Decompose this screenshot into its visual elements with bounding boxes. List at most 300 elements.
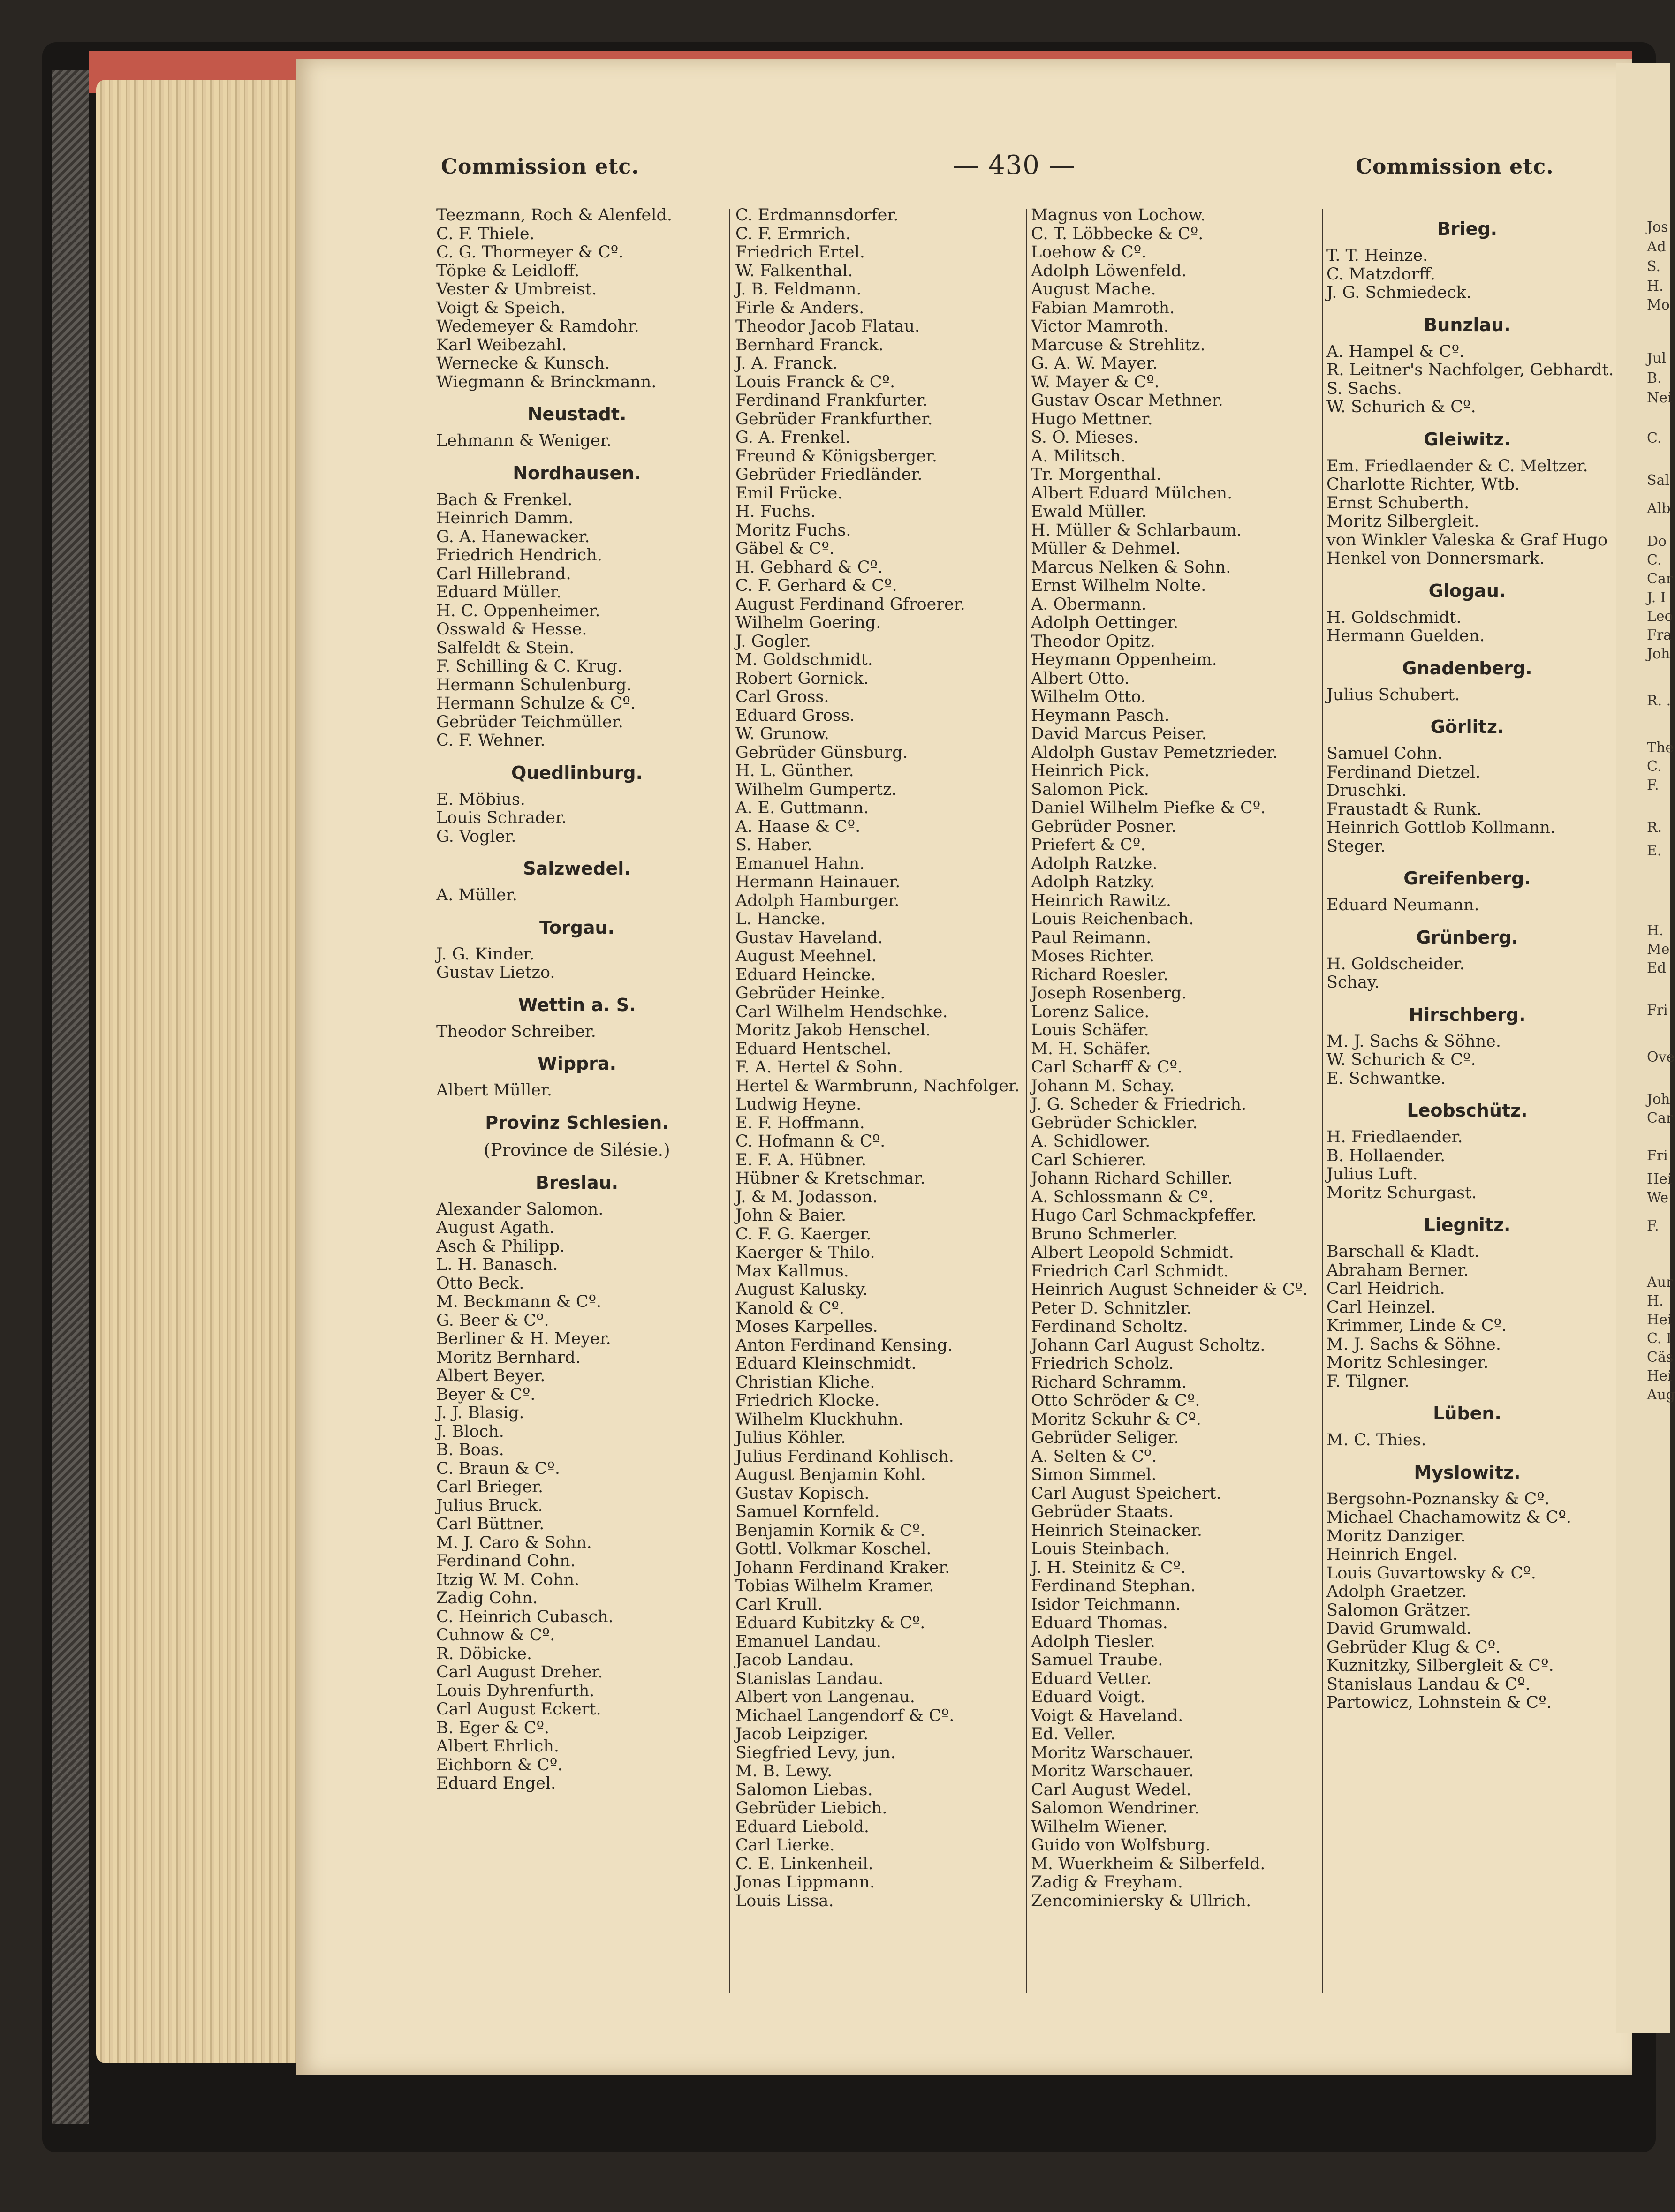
firm-entry: August Agath. bbox=[436, 1218, 555, 1237]
firm-entry: Eduard Neumann. bbox=[1326, 896, 1479, 914]
firm-entry: Samuel Cohn. bbox=[1326, 744, 1443, 763]
running-header-left: Commission etc. bbox=[441, 155, 639, 179]
firm-entry: Emanuel Landau. bbox=[735, 1632, 882, 1651]
firm-entry: A. Müller. bbox=[436, 886, 518, 905]
firm-entry: Moritz Bernhard. bbox=[436, 1348, 581, 1367]
firm-entry: Theodor Jacob Flatau. bbox=[735, 317, 920, 336]
firm-entry: H. Goldschmidt. bbox=[1326, 608, 1462, 627]
firm-entry: H. Müller & Schlarbaum. bbox=[1031, 521, 1242, 540]
firm-entry: Gottl. Volkmar Koschel. bbox=[735, 1540, 932, 1558]
firm-entry: Louis Schäfer. bbox=[1031, 1021, 1149, 1040]
city-heading: Gnadenberg. bbox=[1402, 657, 1532, 679]
firm-entry: Eduard Thomas. bbox=[1031, 1614, 1168, 1632]
firm-entry: A. Militsch. bbox=[1031, 446, 1126, 466]
firm-entry: Julius Köhler. bbox=[735, 1428, 846, 1447]
next-page-fragment: H. bbox=[1647, 278, 1664, 294]
firm-entry: A. Obermann. bbox=[1031, 595, 1147, 614]
firm-entry: M. Beckmann & Cº. bbox=[436, 1292, 602, 1311]
firm-entry: E. Schwantke. bbox=[1326, 1069, 1446, 1088]
firm-entry: Stanislas Landau. bbox=[735, 1669, 884, 1688]
next-page-fragment: Jul bbox=[1647, 350, 1666, 367]
firm-entry: Wiegmann & Brinckmann. bbox=[436, 372, 657, 392]
firm-entry: Gebrüder Schickler. bbox=[1031, 1113, 1198, 1132]
firm-entry: Abraham Berner. bbox=[1326, 1261, 1469, 1280]
firm-entry: Stanislaus Landau & Cº. bbox=[1326, 1675, 1531, 1694]
firm-entry: Zadig Cohn. bbox=[436, 1589, 538, 1608]
firm-entry: Hermann Schulze & Cº. bbox=[436, 694, 636, 713]
next-page-fragment: R. . bbox=[1647, 693, 1671, 709]
firm-entry: Albert Eduard Mülchen. bbox=[1031, 483, 1233, 503]
firm-entry: Carl Heidrich. bbox=[1326, 1279, 1445, 1298]
firm-entry: Wilhelm Gumpertz. bbox=[735, 780, 897, 799]
city-heading: Gleiwitz. bbox=[1424, 429, 1511, 450]
firm-entry: Eduard Engel. bbox=[436, 1774, 556, 1793]
city-heading: Myslowitz. bbox=[1414, 1462, 1521, 1483]
firm-entry: Heinrich Engel. bbox=[1326, 1545, 1458, 1564]
firm-entry: Schay. bbox=[1326, 973, 1380, 992]
firm-entry: M. J. Sachs & Söhne. bbox=[1326, 1335, 1501, 1354]
firm-entry: Ernst Schuberth. bbox=[1326, 493, 1470, 513]
firm-entry: Johann Carl August Scholtz. bbox=[1031, 1336, 1266, 1355]
next-page-fragment: C. bbox=[1647, 430, 1662, 446]
firm-entry: Julius Schubert. bbox=[1326, 685, 1460, 704]
firm-entry: Berliner & H. Meyer. bbox=[436, 1329, 611, 1348]
firm-entry: Heymann Pasch. bbox=[1031, 706, 1170, 725]
firm-entry: Friedrich Hendrich. bbox=[436, 546, 602, 565]
next-page-fragment: Joh bbox=[1647, 1091, 1670, 1108]
firm-entry: Itzig W. M. Cohn. bbox=[436, 1570, 580, 1589]
firm-entry: Eduard Kubitzky & Cº. bbox=[735, 1614, 925, 1632]
firm-entry: Jacob Landau. bbox=[735, 1651, 854, 1669]
firm-entry: David Marcus Peiser. bbox=[1031, 725, 1207, 743]
city-heading: Torgau. bbox=[539, 917, 615, 938]
firm-entry: H. Friedlaender. bbox=[1326, 1128, 1463, 1147]
firm-entry: August Meehnel. bbox=[735, 947, 877, 966]
firm-entry: Bergsohn-Poznansky & Cº. bbox=[1326, 1489, 1550, 1509]
firm-entry: Ewald Müller. bbox=[1031, 502, 1147, 521]
firm-entry: Steger. bbox=[1326, 837, 1386, 856]
firm-entry: Heinrich Rawitz. bbox=[1031, 891, 1171, 910]
firm-entry: Ernst Wilhelm Nolte. bbox=[1031, 576, 1206, 595]
firm-entry: E. F. A. Hübner. bbox=[735, 1150, 867, 1170]
firm-entry: Moritz Schlesinger. bbox=[1326, 1353, 1489, 1372]
firm-entry: Carl Heinzel. bbox=[1326, 1298, 1436, 1317]
firm-entry: Carl Krull. bbox=[735, 1595, 823, 1614]
firm-entry: M. H. Schäfer. bbox=[1031, 1039, 1151, 1058]
firm-entry: M. C. Thies. bbox=[1326, 1431, 1426, 1450]
firm-entry: J. G. Scheder & Friedrich. bbox=[1031, 1095, 1247, 1114]
firm-entry: Paul Reimann. bbox=[1031, 928, 1152, 947]
firm-entry: F. A. Hertel & Sohn. bbox=[735, 1058, 903, 1077]
firm-entry: Salomon Grätzer. bbox=[1326, 1600, 1471, 1620]
next-page-fragment: Me bbox=[1647, 941, 1670, 958]
firm-entry: Gebrüder Teichmüller. bbox=[436, 712, 623, 732]
firm-entry: S. Haber. bbox=[735, 836, 812, 854]
city-heading: Liegnitz. bbox=[1424, 1215, 1511, 1235]
firm-entry: L. H. Banasch. bbox=[436, 1255, 558, 1274]
city-heading: Glogau. bbox=[1428, 580, 1506, 601]
firm-entry: E. F. Hoffmann. bbox=[735, 1113, 865, 1132]
firm-entry: M. B. Lewy. bbox=[735, 1762, 833, 1781]
firm-entry: Adolph Ratzky. bbox=[1031, 873, 1155, 891]
firm-entry: Louis Lissa. bbox=[735, 1891, 834, 1910]
firm-entry: Salfeldt & Stein. bbox=[436, 638, 575, 657]
firm-entry: J. G. Kinder. bbox=[436, 944, 535, 964]
firm-entry: Ludwig Heyne. bbox=[735, 1095, 862, 1114]
firm-entry: Gustav Haveland. bbox=[735, 928, 883, 947]
firm-entry: B. Boas. bbox=[436, 1441, 504, 1459]
firm-entry: H. C. Oppenheimer. bbox=[436, 601, 600, 620]
firm-entry: Gebrüder Liebich. bbox=[735, 1799, 887, 1818]
firm-entry: von Winkler Valeska & Graf Hugo bbox=[1326, 530, 1608, 550]
firm-entry: Carl Scharff & Cº. bbox=[1031, 1058, 1183, 1077]
firm-entry: Bach & Frenkel. bbox=[436, 490, 573, 509]
next-page-fragment: Nei bbox=[1647, 390, 1672, 406]
firm-entry: Carl August Dreher. bbox=[436, 1663, 603, 1682]
next-page-fragment: Jos bbox=[1647, 219, 1668, 235]
firm-entry: Joseph Rosenberg. bbox=[1031, 984, 1187, 1003]
firm-entry: Friedrich Klocke. bbox=[735, 1391, 880, 1410]
listing-column-2 bbox=[735, 206, 1026, 1910]
firm-entry: M. Goldschmidt. bbox=[735, 650, 873, 669]
firm-entry: John & Baier. bbox=[735, 1206, 847, 1225]
firm-entry: Eduard Kleinschmidt. bbox=[735, 1354, 917, 1373]
firm-entry: C. F. G. Kaerger. bbox=[735, 1224, 872, 1244]
firm-entry: Freund & Königsberger. bbox=[735, 446, 937, 466]
firm-entry: Bruno Schmerler. bbox=[1031, 1224, 1178, 1244]
next-page-fragment: Aur bbox=[1647, 1274, 1673, 1291]
firm-entry: Lehmann & Weniger. bbox=[436, 431, 612, 450]
firm-entry: Vester & Umbreist. bbox=[436, 280, 597, 299]
firm-entry: Richard Schramm. bbox=[1031, 1373, 1187, 1392]
firm-entry: Johann Richard Schiller. bbox=[1031, 1169, 1233, 1188]
next-page-fragment: Ed bbox=[1647, 960, 1667, 976]
firm-entry: Gebrüder Klug & Cº. bbox=[1326, 1638, 1501, 1657]
firm-entry: Carl August Eckert. bbox=[436, 1700, 601, 1719]
next-page-fragment: Alb bbox=[1647, 500, 1671, 517]
next-page-fragment: Car bbox=[1647, 571, 1673, 587]
firm-entry: M. J. Sachs & Söhne. bbox=[1326, 1032, 1501, 1051]
firm-entry: Karl Weibezahl. bbox=[436, 335, 567, 355]
firm-entry: C. G. Thormeyer & Cº. bbox=[436, 243, 624, 262]
firm-entry: Johann M. Schay. bbox=[1031, 1076, 1175, 1095]
firm-entry: Eduard Müller. bbox=[436, 583, 562, 602]
firm-entry: C. F. Wehner. bbox=[436, 731, 546, 750]
firm-entry: Hertel & Warmbrunn, Nachfolger. bbox=[735, 1076, 1020, 1095]
firm-entry: A. Selten & Cº. bbox=[1031, 1447, 1157, 1466]
listing-column-4 bbox=[1326, 206, 1614, 1713]
firm-entry: Adolph Hamburger. bbox=[735, 891, 900, 910]
firm-entry: Moritz Schurgast. bbox=[1326, 1183, 1477, 1202]
firm-entry: Siegfried Levy, jun. bbox=[735, 1743, 896, 1762]
firm-entry: J. Gogler. bbox=[735, 632, 811, 651]
firm-entry: Henkel von Donnersmark. bbox=[1326, 549, 1545, 568]
firm-entry: J. H. Steinitz & Cº. bbox=[1031, 1558, 1186, 1577]
firm-entry: A. Hampel & Cº. bbox=[1326, 342, 1465, 361]
firm-entry: Voigt & Haveland. bbox=[1031, 1706, 1183, 1725]
city-heading: Breslau. bbox=[535, 1172, 619, 1193]
next-page-fragment: R. bbox=[1647, 819, 1662, 836]
firm-entry: Wilhelm Wiener. bbox=[1031, 1817, 1168, 1836]
firm-entry: Gustav Oscar Methner. bbox=[1031, 391, 1223, 410]
firm-entry: Heinrich Steinacker. bbox=[1031, 1521, 1203, 1540]
next-page-fragment: Sal bbox=[1647, 472, 1670, 489]
next-page-fragment: Fri bbox=[1647, 1002, 1668, 1019]
city-heading: Nordhausen. bbox=[513, 462, 641, 483]
firm-entry: Salomon Liebas. bbox=[735, 1780, 873, 1799]
next-page-fragment: C. bbox=[1647, 758, 1662, 775]
next-page-fragment: Hei bbox=[1647, 1312, 1672, 1328]
firm-entry: Ferdinand Dietzel. bbox=[1326, 762, 1481, 782]
firm-entry: Asch & Philipp. bbox=[436, 1237, 565, 1256]
firm-entry: Louis Franck & Cº. bbox=[735, 372, 895, 392]
next-page-fragment: E. bbox=[1647, 843, 1662, 859]
firm-entry: Gebrüder Seliger. bbox=[1031, 1428, 1179, 1447]
firm-entry: Eduard Vetter. bbox=[1031, 1669, 1152, 1688]
firm-entry: Heinrich August Schneider & Cº. bbox=[1031, 1280, 1308, 1299]
firm-entry: Magnus von Lochow. bbox=[1031, 206, 1206, 225]
firm-entry: Louis Steinbach. bbox=[1031, 1540, 1170, 1558]
city-heading: Salzwedel. bbox=[523, 858, 631, 879]
firm-entry: Wilhelm Goering. bbox=[735, 613, 881, 632]
firm-entry: Carl Gross. bbox=[735, 687, 829, 706]
firm-entry: Carl Brieger. bbox=[436, 1478, 544, 1496]
firm-entry: Aldolph Gustav Pemetzrieder. bbox=[1031, 743, 1278, 762]
adjacent-page-edge bbox=[1616, 63, 1675, 2033]
region-subtitle: (Province de Silésie.) bbox=[484, 1140, 670, 1160]
city-heading: Lüben. bbox=[1433, 1403, 1501, 1424]
city-heading: Bunzlau. bbox=[1424, 314, 1511, 335]
firm-entry: F. Schilling & C. Krug. bbox=[436, 657, 623, 676]
firm-entry: Gäbel & Cº. bbox=[735, 539, 834, 558]
firm-entry: Jacob Leipziger. bbox=[735, 1725, 869, 1744]
firm-entry: J. Bloch. bbox=[436, 1422, 504, 1441]
firm-entry: Carl August Speichert. bbox=[1031, 1484, 1221, 1503]
firm-entry: Albert Ehrlich. bbox=[436, 1737, 559, 1756]
firm-entry: Gebrüder Staats. bbox=[1031, 1502, 1174, 1521]
firm-entry: C. Hofmann & Cº. bbox=[735, 1132, 886, 1151]
firm-entry: Firle & Anders. bbox=[735, 298, 864, 317]
city-heading: Quedlinburg. bbox=[511, 762, 643, 783]
firm-entry: Carl Büttner. bbox=[436, 1515, 545, 1533]
firm-entry: Heinrich Damm. bbox=[436, 509, 574, 528]
firm-entry: Zadig & Freyham. bbox=[1031, 1873, 1183, 1892]
firm-entry: Eduard Gross. bbox=[735, 706, 855, 725]
firm-entry: Ferdinand Frankfurter. bbox=[735, 391, 928, 410]
next-page-fragment: H. bbox=[1647, 922, 1664, 939]
next-page-fragment: Hei bbox=[1647, 1368, 1672, 1384]
firm-entry: Heinrich Gottlob Kollmann. bbox=[1326, 818, 1556, 837]
firm-entry: Jonas Lippmann. bbox=[735, 1873, 875, 1892]
firm-entry: Cuhnow & Cº. bbox=[436, 1626, 555, 1645]
firm-entry: Hübner & Kretschmar. bbox=[735, 1169, 925, 1188]
firm-entry: Eduard Heincke. bbox=[735, 965, 876, 984]
firm-entry: Fraustadt & Runk. bbox=[1326, 800, 1482, 819]
next-page-fragment: Hei bbox=[1647, 1171, 1672, 1187]
firm-entry: Julius Ferdinand Kohlisch. bbox=[735, 1447, 954, 1466]
firm-entry: E. Möbius. bbox=[436, 790, 525, 809]
firm-entry: Emanuel Hahn. bbox=[735, 854, 865, 873]
firm-entry: Theodor Opitz. bbox=[1031, 632, 1155, 651]
firm-entry: Gebrüder Heinke. bbox=[735, 984, 886, 1003]
firm-entry: Simon Simmel. bbox=[1031, 1465, 1157, 1484]
firm-entry: Zencominiersky & Ullrich. bbox=[1031, 1891, 1251, 1910]
next-page-fragment: C. I bbox=[1647, 1330, 1672, 1347]
firm-entry: Müller & Dehmel. bbox=[1031, 539, 1181, 558]
next-page-fragment: We bbox=[1647, 1190, 1669, 1206]
firm-entry: Otto Schröder & Cº. bbox=[1031, 1391, 1200, 1410]
firm-entry: R. Leitner's Nachfolger, Gebhardt. bbox=[1326, 361, 1614, 379]
firm-entry: Charlotte Richter, Wtb. bbox=[1326, 475, 1520, 494]
firm-entry: Peter D. Schnitzler. bbox=[1031, 1299, 1192, 1318]
firm-entry: L. Hancke. bbox=[735, 910, 826, 929]
firm-entry: Krimmer, Linde & Cº. bbox=[1326, 1316, 1507, 1335]
firm-entry: Gebrüder Frankfurther. bbox=[735, 409, 933, 429]
city-heading: Grünberg. bbox=[1416, 927, 1518, 948]
firm-entry: Adolph Tiesler. bbox=[1031, 1632, 1156, 1651]
firm-entry: Moritz Silbergleit. bbox=[1326, 512, 1479, 531]
firm-entry: Wedemeyer & Ramdohr. bbox=[436, 317, 639, 336]
firm-entry: Julius Luft. bbox=[1326, 1165, 1418, 1184]
firm-entry: Carl Lierke. bbox=[735, 1836, 835, 1855]
next-page-fragment: Fra bbox=[1647, 627, 1672, 643]
firm-entry: Daniel Wilhelm Piefke & Cº. bbox=[1031, 799, 1266, 817]
firm-entry: Christian Kliche. bbox=[735, 1373, 875, 1392]
next-page-fragment: H. bbox=[1647, 1293, 1664, 1309]
firm-entry: Eichborn & Cº. bbox=[436, 1755, 563, 1774]
firm-entry: Ed. Veller. bbox=[1031, 1725, 1116, 1744]
firm-entry: Loehow & Cº. bbox=[1031, 243, 1147, 262]
firm-entry: Adolph Ratzke. bbox=[1031, 854, 1158, 873]
firm-entry: Barschall & Kladt. bbox=[1326, 1242, 1479, 1261]
next-page-fragment: S. bbox=[1647, 258, 1661, 275]
firm-entry: Wernecke & Kunsch. bbox=[436, 354, 610, 373]
firm-entry: Benjamin Kornik & Cº. bbox=[735, 1521, 925, 1540]
firm-entry: Moritz Jakob Henschel. bbox=[735, 1021, 931, 1040]
firm-entry: Hugo Mettner. bbox=[1031, 409, 1153, 429]
firm-entry: Moritz Sckuhr & Cº. bbox=[1031, 1410, 1201, 1429]
firm-entry: Louis Schrader. bbox=[436, 808, 567, 827]
firm-entry: Teezmann, Roch & Alenfeld. bbox=[436, 206, 672, 225]
firm-entry: C. E. Linkenheil. bbox=[735, 1854, 873, 1873]
firm-entry: Eduard Voigt. bbox=[1031, 1688, 1145, 1706]
city-heading: Neustadt. bbox=[527, 404, 627, 424]
firm-entry: M. Wuerkheim & Silberfeld. bbox=[1031, 1854, 1266, 1873]
firm-entry: A. Schidlower. bbox=[1031, 1132, 1151, 1151]
firm-entry: Albert Müller. bbox=[436, 1081, 552, 1100]
next-page-fragment: Leo bbox=[1647, 608, 1673, 625]
firm-entry: Albert Otto. bbox=[1031, 669, 1129, 688]
firm-entry: T. T. Heinze. bbox=[1326, 246, 1428, 265]
firm-entry: Guido von Wolfsburg. bbox=[1031, 1836, 1211, 1855]
firm-entry: Hermann Schulenburg. bbox=[436, 675, 632, 695]
firm-entry: C. F. Ermrich. bbox=[735, 224, 851, 243]
firm-entry: Adolph Löwenfeld. bbox=[1031, 261, 1187, 280]
firm-entry: Alexander Salomon. bbox=[436, 1200, 604, 1219]
firm-entry: Gustav Lietzo. bbox=[436, 963, 555, 982]
firm-entry: Friedrich Scholz. bbox=[1031, 1354, 1174, 1373]
firm-entry: Johann Ferdinand Kraker. bbox=[735, 1558, 950, 1577]
next-page-fragment: Cäs bbox=[1647, 1349, 1674, 1366]
firm-entry: Lorenz Salice. bbox=[1031, 1002, 1150, 1021]
firm-entry: Louis Guvartowsky & Cº. bbox=[1326, 1563, 1536, 1583]
next-page-fragment: Aug bbox=[1647, 1387, 1675, 1403]
firm-entry: J. G. Schmiedeck. bbox=[1326, 283, 1471, 302]
next-page-fragment: Mo bbox=[1647, 297, 1670, 313]
city-heading: Greifenberg. bbox=[1403, 868, 1531, 889]
page-number: — 430 — bbox=[953, 150, 1076, 181]
firm-entry: Eduard Liebold. bbox=[735, 1817, 869, 1836]
firm-entry: G. A. Hanewacker. bbox=[436, 527, 590, 546]
next-page-fragment: B. bbox=[1647, 370, 1662, 386]
firm-entry: Michael Chachamowitz & Cº. bbox=[1326, 1508, 1571, 1527]
city-heading: Provinz Schlesien. bbox=[485, 1112, 669, 1133]
firm-entry: Osswald & Hesse. bbox=[436, 620, 587, 639]
next-page-fragment: J. I bbox=[1647, 589, 1666, 606]
firm-entry: F. Tilgner. bbox=[1326, 1372, 1410, 1391]
firm-entry: Gebrüder Posner. bbox=[1031, 817, 1176, 836]
firm-entry: Albert von Langenau. bbox=[735, 1688, 915, 1706]
firm-entry: Salomon Wendriner. bbox=[1031, 1799, 1200, 1818]
firm-entry: W. Mayer & Cº. bbox=[1031, 372, 1160, 392]
next-page-fragment: Do bbox=[1647, 533, 1667, 550]
firm-entry: Samuel Traube. bbox=[1031, 1651, 1163, 1669]
next-page-fragment: Car bbox=[1647, 1110, 1673, 1126]
firm-entry: Tobias Wilhelm Kramer. bbox=[735, 1577, 934, 1595]
firm-entry: Voigt & Speich. bbox=[436, 298, 566, 317]
firm-entry: B. Eger & Cº. bbox=[436, 1718, 550, 1737]
firm-entry: Anton Ferdinand Kensing. bbox=[735, 1336, 953, 1355]
firm-entry: J. A. Franck. bbox=[735, 354, 838, 373]
firm-entry: Moses Richter. bbox=[1031, 947, 1155, 966]
city-heading: Brieg. bbox=[1437, 219, 1498, 239]
firm-entry: S. O. Mieses. bbox=[1031, 428, 1139, 447]
next-page-fragment: Fri bbox=[1647, 1148, 1668, 1164]
firm-entry: Adolph Graetzer. bbox=[1326, 1582, 1467, 1601]
firm-entry: Eduard Hentschel. bbox=[735, 1039, 892, 1058]
firm-entry: W. Schurich & Cº. bbox=[1326, 398, 1476, 416]
firm-entry: Ferdinand Scholtz. bbox=[1031, 1317, 1188, 1336]
firm-entry: Samuel Kornfeld. bbox=[735, 1502, 880, 1521]
firm-entry: Heinrich Pick. bbox=[1031, 762, 1150, 780]
next-page-fragment: C. bbox=[1647, 552, 1662, 568]
firm-entry: Louis Dyhrenfurth. bbox=[436, 1681, 595, 1700]
firm-entry: Gebrüder Friedländer. bbox=[735, 465, 923, 484]
firm-entry: Partowicz, Lohnstein & Cº. bbox=[1326, 1693, 1552, 1712]
firm-entry: H. L. Günther. bbox=[735, 762, 854, 780]
firm-entry: Richard Roesler. bbox=[1031, 965, 1168, 984]
next-page-fragment: Ad bbox=[1647, 239, 1666, 255]
firm-entry: W. Falkenthal. bbox=[735, 261, 853, 280]
firm-entry: Salomon Pick. bbox=[1031, 780, 1149, 799]
firm-entry: Bernhard Franck. bbox=[735, 335, 884, 355]
firm-entry: C. T. Löbbecke & Cº. bbox=[1031, 224, 1204, 243]
firm-entry: Carl Wilhelm Hendschke. bbox=[735, 1002, 948, 1021]
firm-entry: A. E. Guttmann. bbox=[735, 799, 869, 817]
firm-entry: Kuznitzky, Silbergleit & Cº. bbox=[1326, 1656, 1554, 1675]
firm-entry: Wilhelm Otto. bbox=[1031, 687, 1146, 706]
firm-entry: S. Sachs. bbox=[1326, 379, 1402, 398]
firm-entry: August Ferdinand Gfroerer. bbox=[735, 595, 965, 614]
firm-entry: A. Schlossmann & Cº. bbox=[1031, 1187, 1213, 1207]
firm-entry: J. J. Blasig. bbox=[436, 1404, 524, 1422]
firm-entry: Robert Gornick. bbox=[735, 669, 869, 688]
firm-entry: Hugo Carl Schmackpfeffer. bbox=[1031, 1206, 1257, 1225]
firm-entry: Albert Beyer. bbox=[436, 1366, 546, 1385]
firm-entry: A. Haase & Cº. bbox=[735, 817, 861, 836]
firm-entry: Carl August Wedel. bbox=[1031, 1780, 1191, 1799]
firm-entry: Priefert & Cº. bbox=[1031, 836, 1146, 854]
